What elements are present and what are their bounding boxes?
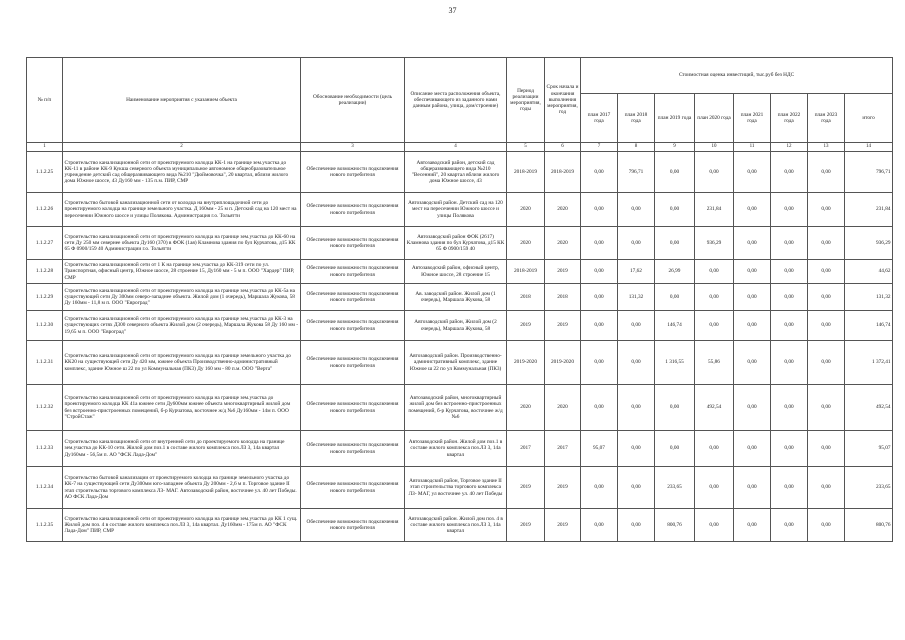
value-2019: 26,99 [655, 260, 695, 284]
column-number: 10 [695, 143, 734, 152]
deadline: 2020 [545, 385, 581, 431]
value-2021: 0,00 [734, 385, 771, 431]
header-justification: Обоснование необходимости (цель реализации) [301, 58, 405, 143]
value-2020: 0,00 [695, 260, 734, 284]
justification: Обеспечение возможности подключения нового потребителя [301, 227, 405, 260]
value-total: 231,84 [845, 193, 893, 227]
value-2021: 0,00 [734, 509, 771, 542]
justification: Обеспечение возможности подключения нового потребителя [301, 385, 405, 431]
value-2018: 796,71 [618, 152, 655, 193]
header-num: № п/п [27, 58, 63, 143]
location-description: Автозаводский район. Жилой дом поз.1 в составе жилого комплекса поз.ЛЗ 3, 14а квартал [405, 431, 507, 467]
value-2021: 0,00 [734, 227, 771, 260]
measure-name: Строительство канализационной сети от проектируемого колодца на границе зем.участка до КК-5а на существующей сети Ду 300мм северо-западнее объекта. Жилой дом (1 очередь), Маршала Жукова, 58 Ду 160мм - 11,8 м п. ООО "Евроград" [63, 284, 301, 311]
measure-name: Строительство канализационной сети от проектируемого колодца на границе зем.участка до КК 1 сущ. Жилой дом поз. 4 в составе жилого комплекса поз.ЛЗ 3, 14а квартал. Ду160мм - 175м п. АО "ФСК Лада-Дом" ПИР, СМР [63, 509, 301, 542]
period: 2019 [507, 467, 545, 509]
table-row [27, 341, 893, 385]
value-2019: 800,76 [655, 509, 695, 542]
value-2018: 0,00 [618, 509, 655, 542]
location-description: Автозаводский район, Торговое здание II этап строительства торгового комплекса ЛЗ- МАГ, ул восточнее ул. 40 лет Победы [405, 467, 507, 509]
value-2019: 0,00 [655, 431, 695, 467]
value-total: 95,07 [845, 431, 893, 467]
value-2022: 0,00 [771, 152, 808, 193]
value-2018: 0,00 [618, 385, 655, 431]
value-2022: 0,00 [771, 467, 808, 509]
value-2019: 1 316,55 [655, 341, 695, 385]
header-year: план 2018 года [618, 94, 655, 143]
row-number: 1.1.2.32 [27, 385, 63, 431]
deadline: 2019 [545, 260, 581, 284]
value-2022: 0,00 [771, 260, 808, 284]
table-row [27, 193, 893, 227]
value-2018: 131,32 [618, 284, 655, 311]
header-name: Наименование мероприятия с указанием объекта [63, 58, 301, 143]
column-number: 4 [405, 143, 507, 152]
column-number: 9 [655, 143, 695, 152]
location-description: Автозаводский район. Производственно-административный комплекс, здание Южное ш 22 по ул Коммунальная (ПК3) [405, 341, 507, 385]
value-2021: 0,00 [734, 311, 771, 341]
table-row [27, 311, 893, 341]
column-number: 8 [618, 143, 655, 152]
value-2023: 0,00 [808, 341, 845, 385]
justification: Обеспечение возможности подключения нового потребителя [301, 193, 405, 227]
value-total: 233,65 [845, 467, 893, 509]
column-number: 2 [63, 143, 301, 152]
deadline: 2018 [545, 284, 581, 311]
value-total: 936,29 [845, 227, 893, 260]
period: 2020 [507, 227, 545, 260]
value-2023: 0,00 [808, 509, 845, 542]
column-number: 5 [507, 143, 545, 152]
row-number: 1.1.2.28 [27, 260, 63, 284]
row-number: 1.1.2.34 [27, 467, 63, 509]
period: 2018-2019 [507, 260, 545, 284]
value-2021: 0,00 [734, 431, 771, 467]
header-year: план 2021 года [734, 94, 771, 143]
header-year: план 2017 года [581, 94, 618, 143]
value-2017: 0,00 [581, 284, 618, 311]
value-2017: 0,00 [581, 227, 618, 260]
period: 2017 [507, 431, 545, 467]
period: 2019 [507, 509, 545, 542]
value-2019: 0,00 [655, 152, 695, 193]
measure-name: Строительство бытовой канализационной сети от колодца на внутриплощадочной сети до проектируемого колодца на границе земельного участка. Д 160мм - 25 м п. Детский сад на 120 мест на пересечении Южного шоссе и улицы Полякова. Администрация г.о. Тольятти [63, 193, 301, 227]
value-2020: 492,54 [695, 385, 734, 431]
location-description: Автозаводский район, многоквартирный жилой дом без встроенно-пристроенных помещений, б-р Курчатова, восточнее ж/д №6 [405, 385, 507, 431]
value-2021: 0,00 [734, 284, 771, 311]
value-2022: 0,00 [771, 431, 808, 467]
measure-name: Строительство канализационной сети от 1 К на границе зем.участка до КК-319 сети по ул. Транспортная, офисный центр, Южное шоссе, 28 строение 15, Ду160 мм - 5 м п. ООО "Хардер" ПИР, СМР [63, 260, 301, 284]
value-2018: 0,00 [618, 467, 655, 509]
value-total: 146,74 [845, 311, 893, 341]
table-row [27, 260, 893, 284]
value-2021: 0,00 [734, 341, 771, 385]
value-2021: 0,00 [734, 467, 771, 509]
value-2020: 55,86 [695, 341, 734, 385]
value-2022: 0,00 [771, 385, 808, 431]
value-2017: 0,00 [581, 260, 618, 284]
table-row [27, 284, 893, 311]
location-description: Автозаводский район ФОК (2617) Кламнова здания по бул Курчатова, д15 КК 65 Ф 0900/159 40 [405, 227, 507, 260]
period: 2019-2020 [507, 341, 545, 385]
value-2019: 146,74 [655, 311, 695, 341]
location-description: Автозаводский район. Детский сад на 120 мест на пересечении Южного шоссе и улицы Полякова [405, 193, 507, 227]
justification: Обеспечение возможности подключения нового потребителя [301, 311, 405, 341]
value-2017: 0,00 [581, 152, 618, 193]
value-2020: 0,00 [695, 284, 734, 311]
value-2018: 0,00 [618, 431, 655, 467]
header-year: план 2023 года [808, 94, 845, 143]
value-2020: 231,84 [695, 193, 734, 227]
deadline: 2019 [545, 311, 581, 341]
header-period: Период реализации мероприятия, годы [507, 58, 545, 143]
column-number: 14 [845, 143, 893, 152]
value-total: 44,62 [845, 260, 893, 284]
value-2018: 0,00 [618, 311, 655, 341]
column-number: 11 [734, 143, 771, 152]
value-2022: 0,00 [771, 311, 808, 341]
table-row [27, 467, 893, 509]
value-total: 796,71 [845, 152, 893, 193]
value-2020: 0,00 [695, 431, 734, 467]
period: 2018 [507, 284, 545, 311]
row-number: 1.1.2.31 [27, 341, 63, 385]
row-number: 1.1.2.33 [27, 431, 63, 467]
value-2021: 0,00 [734, 152, 771, 193]
row-number: 1.1.2.35 [27, 509, 63, 542]
value-2017: 0,00 [581, 509, 618, 542]
deadline: 2019 [545, 467, 581, 509]
period: 2019 [507, 311, 545, 341]
justification: Обеспечение возможности подключения нового потребителя [301, 341, 405, 385]
value-2019: 0,00 [655, 385, 695, 431]
value-2017: 95,07 [581, 431, 618, 467]
header-cost-group: Стоимостная оценка инвестиций, тыс.руб без НДС [581, 58, 893, 94]
value-2023: 0,00 [808, 467, 845, 509]
measure-name: Строительство канализационной сети от проектируемого колодца на границе земельного участка до КК20 на существующей сети Ду 420 мм, южнее объекта Производственно-административный комплекс, здание Южное ш 22 по ул Коммунальная (ПК3) Ду 160 мм - 80 п.м. ООО "Верта" [63, 341, 301, 385]
header-year: план 2020 года [695, 94, 734, 143]
measure-name: Строительство канализационной сети от проектируемого колодца на границе зем.участка до КК-60 на сети Ду 250 мм севернее объекта Ду160 (370) в ФОК (1ая) Кламнова здания по бул Курчатова, д15 КК 65 Ф 0900/159 40 Администрации г.о. Тольятти [63, 227, 301, 260]
measure-name: Строительство бытовой канализации от проектируемого колодца на границе земельного участка до КК-7 на существующей сети Ду300мм юго-западнее объекта Ду 200мм - 2,6 м п. Торговое здание II этап строительства торгового комплекса ЛЗ- МАГ. Автозаводский район, восточнее ул. 40 лет Победы. АО ФСК Лада-Дом [63, 467, 301, 509]
column-number: 12 [771, 143, 808, 152]
deadline: 2020 [545, 193, 581, 227]
column-number: 13 [808, 143, 845, 152]
header-description: Описание места расположения объекта, обеспечивающего из заданного нами данным района, улица, дом/строение) [405, 58, 507, 143]
header-total: итого [845, 94, 893, 143]
table-row [27, 227, 893, 260]
justification: Обеспечение возможности подключения нового потребителя [301, 509, 405, 542]
measure-name: Строительство канализационной сети от проектируемого колодца на границе зем.участка до проектируемого колодца КК 41а южнее сети Ду600мм южнее объекта многоквартирный жилой дом без встроенно-пристроенных помещений, б-р Курчатова, восточнее ж/д №6 Ду160мм - 14м п. ООО "СтройСтаж" [63, 385, 301, 431]
value-2019: 0,00 [655, 193, 695, 227]
value-2020: 936,29 [695, 227, 734, 260]
location-description: Ав. заводский район. Жилой дом (1 очередь), Маршала Жукова, 58 [405, 284, 507, 311]
row-number: 1.1.2.30 [27, 311, 63, 341]
header-year: план 2019 года [655, 94, 695, 143]
measure-name: Строительство канализационной сети от проектируемого колодца на границе зем.участка до КК-3 на существующих сетях Д300 северного объекта Жилой дом (2 очередь), Маршала Жукова 58 Ду 160 мм - 19,65 м п. ООО "Евроград" [63, 311, 301, 341]
value-2023: 0,00 [808, 227, 845, 260]
value-total: 1 372,41 [845, 341, 893, 385]
value-total: 131,32 [845, 284, 893, 311]
value-total: 800,76 [845, 509, 893, 542]
row-number: 1.1.2.27 [27, 227, 63, 260]
deadline: 2019 [545, 509, 581, 542]
value-2023: 0,00 [808, 260, 845, 284]
column-number: 7 [581, 143, 618, 152]
justification: Обеспечение возможности подключения нового потребителя [301, 467, 405, 509]
value-2020: 0,00 [695, 509, 734, 542]
value-2021: 0,00 [734, 260, 771, 284]
column-number: 1 [27, 143, 63, 152]
value-2021: 0,00 [734, 193, 771, 227]
table-row [27, 509, 893, 542]
deadline: 2018-2019 [545, 152, 581, 193]
investment-table [26, 57, 893, 542]
location-description: Автозаводский район, детский сад общеразвивающего вида №210 "Весенний", 20 квартал вблизи жилого дома Южное шоссе, 43 [405, 152, 507, 193]
value-2023: 0,00 [808, 284, 845, 311]
value-2022: 0,00 [771, 284, 808, 311]
column-number: 3 [301, 143, 405, 152]
deadline: 2020 [545, 227, 581, 260]
value-2020: 0,00 [695, 152, 734, 193]
row-number: 1.1.2.29 [27, 284, 63, 311]
justification: Обеспечение возможности подключения нового потребителя [301, 431, 405, 467]
location-description: Автозаводский район. Жилой дом поз. 4 в составе жилого комплекса поз.ЛЗ 3, 14а квартал [405, 509, 507, 542]
justification: Обеспечение возможности подключения нового потребителя [301, 284, 405, 311]
value-2018: 17,62 [618, 260, 655, 284]
period: 2020 [507, 385, 545, 431]
value-2020: 0,00 [695, 311, 734, 341]
value-2023: 0,00 [808, 193, 845, 227]
value-2023: 0,00 [808, 385, 845, 431]
deadline: 2017 [545, 431, 581, 467]
value-2018: 0,00 [618, 193, 655, 227]
period: 2018-2019 [507, 152, 545, 193]
value-2017: 0,00 [581, 341, 618, 385]
period: 2020 [507, 193, 545, 227]
value-2019: 233,65 [655, 467, 695, 509]
value-2017: 0,00 [581, 193, 618, 227]
value-2017: 0,00 [581, 385, 618, 431]
page-number: 37 [448, 6, 457, 15]
value-2023: 0,00 [808, 431, 845, 467]
justification: Обеспечение возможности подключения нового потребителя [301, 260, 405, 284]
justification: Обеспечение возможности подключения нового потребителя [301, 152, 405, 193]
location-description: Автозаводский район, Жилой дом (2 очередь), Маршала Жукова, 58 [405, 311, 507, 341]
value-2020: 0,00 [695, 467, 734, 509]
table-row [27, 431, 893, 467]
value-2018: 0,00 [618, 341, 655, 385]
measure-name: Строительство канализационной сети от внутренней сети до проектируемого колодца на границе зем.участка до КК-10 сети. Жилой дом поз.1 в составе жилого комплекса поз.ЛЗ 3, 14а квартал Ду160мм - 56,5м п. АО "ФСК Лада-Дом" [63, 431, 301, 467]
value-2022: 0,00 [771, 341, 808, 385]
header-year: план 2022 года [771, 94, 808, 143]
location-description: Автозаводский район, офисный центр, Южное шоссе, 28 строение 15 [405, 260, 507, 284]
value-total: 492,54 [845, 385, 893, 431]
row-number: 1.1.2.26 [27, 193, 63, 227]
table-row [27, 385, 893, 431]
table-row [27, 152, 893, 193]
value-2022: 0,00 [771, 227, 808, 260]
value-2023: 0,00 [808, 311, 845, 341]
value-2018: 0,00 [618, 227, 655, 260]
value-2022: 0,00 [771, 193, 808, 227]
column-number: 6 [545, 143, 581, 152]
row-number: 1.1.2.25 [27, 152, 63, 193]
header-deadline: Срок начала и окончания выполнения мероприятия, год [545, 58, 581, 143]
value-2017: 0,00 [581, 311, 618, 341]
value-2017: 0,00 [581, 467, 618, 509]
value-2022: 0,00 [771, 509, 808, 542]
value-2019: 0,00 [655, 284, 695, 311]
deadline: 2019-2020 [545, 341, 581, 385]
measure-name: Строительство канализационной сети от проектируемого колодца КК-1 на границе зем.участка до КК-11 в районе КК-9 Кукша северного объекта муниципальное автономное общеобразовательное учреждение детский сад общеразвивающего вида №210 "Дюймовочка", 20 квартал, вблизи жилого дома Южное шоссе, 43 Ду160 мм - 135 п.м. ПИР, СМР [63, 152, 301, 193]
value-2023: 0,00 [808, 152, 845, 193]
value-2019: 0,00 [655, 227, 695, 260]
